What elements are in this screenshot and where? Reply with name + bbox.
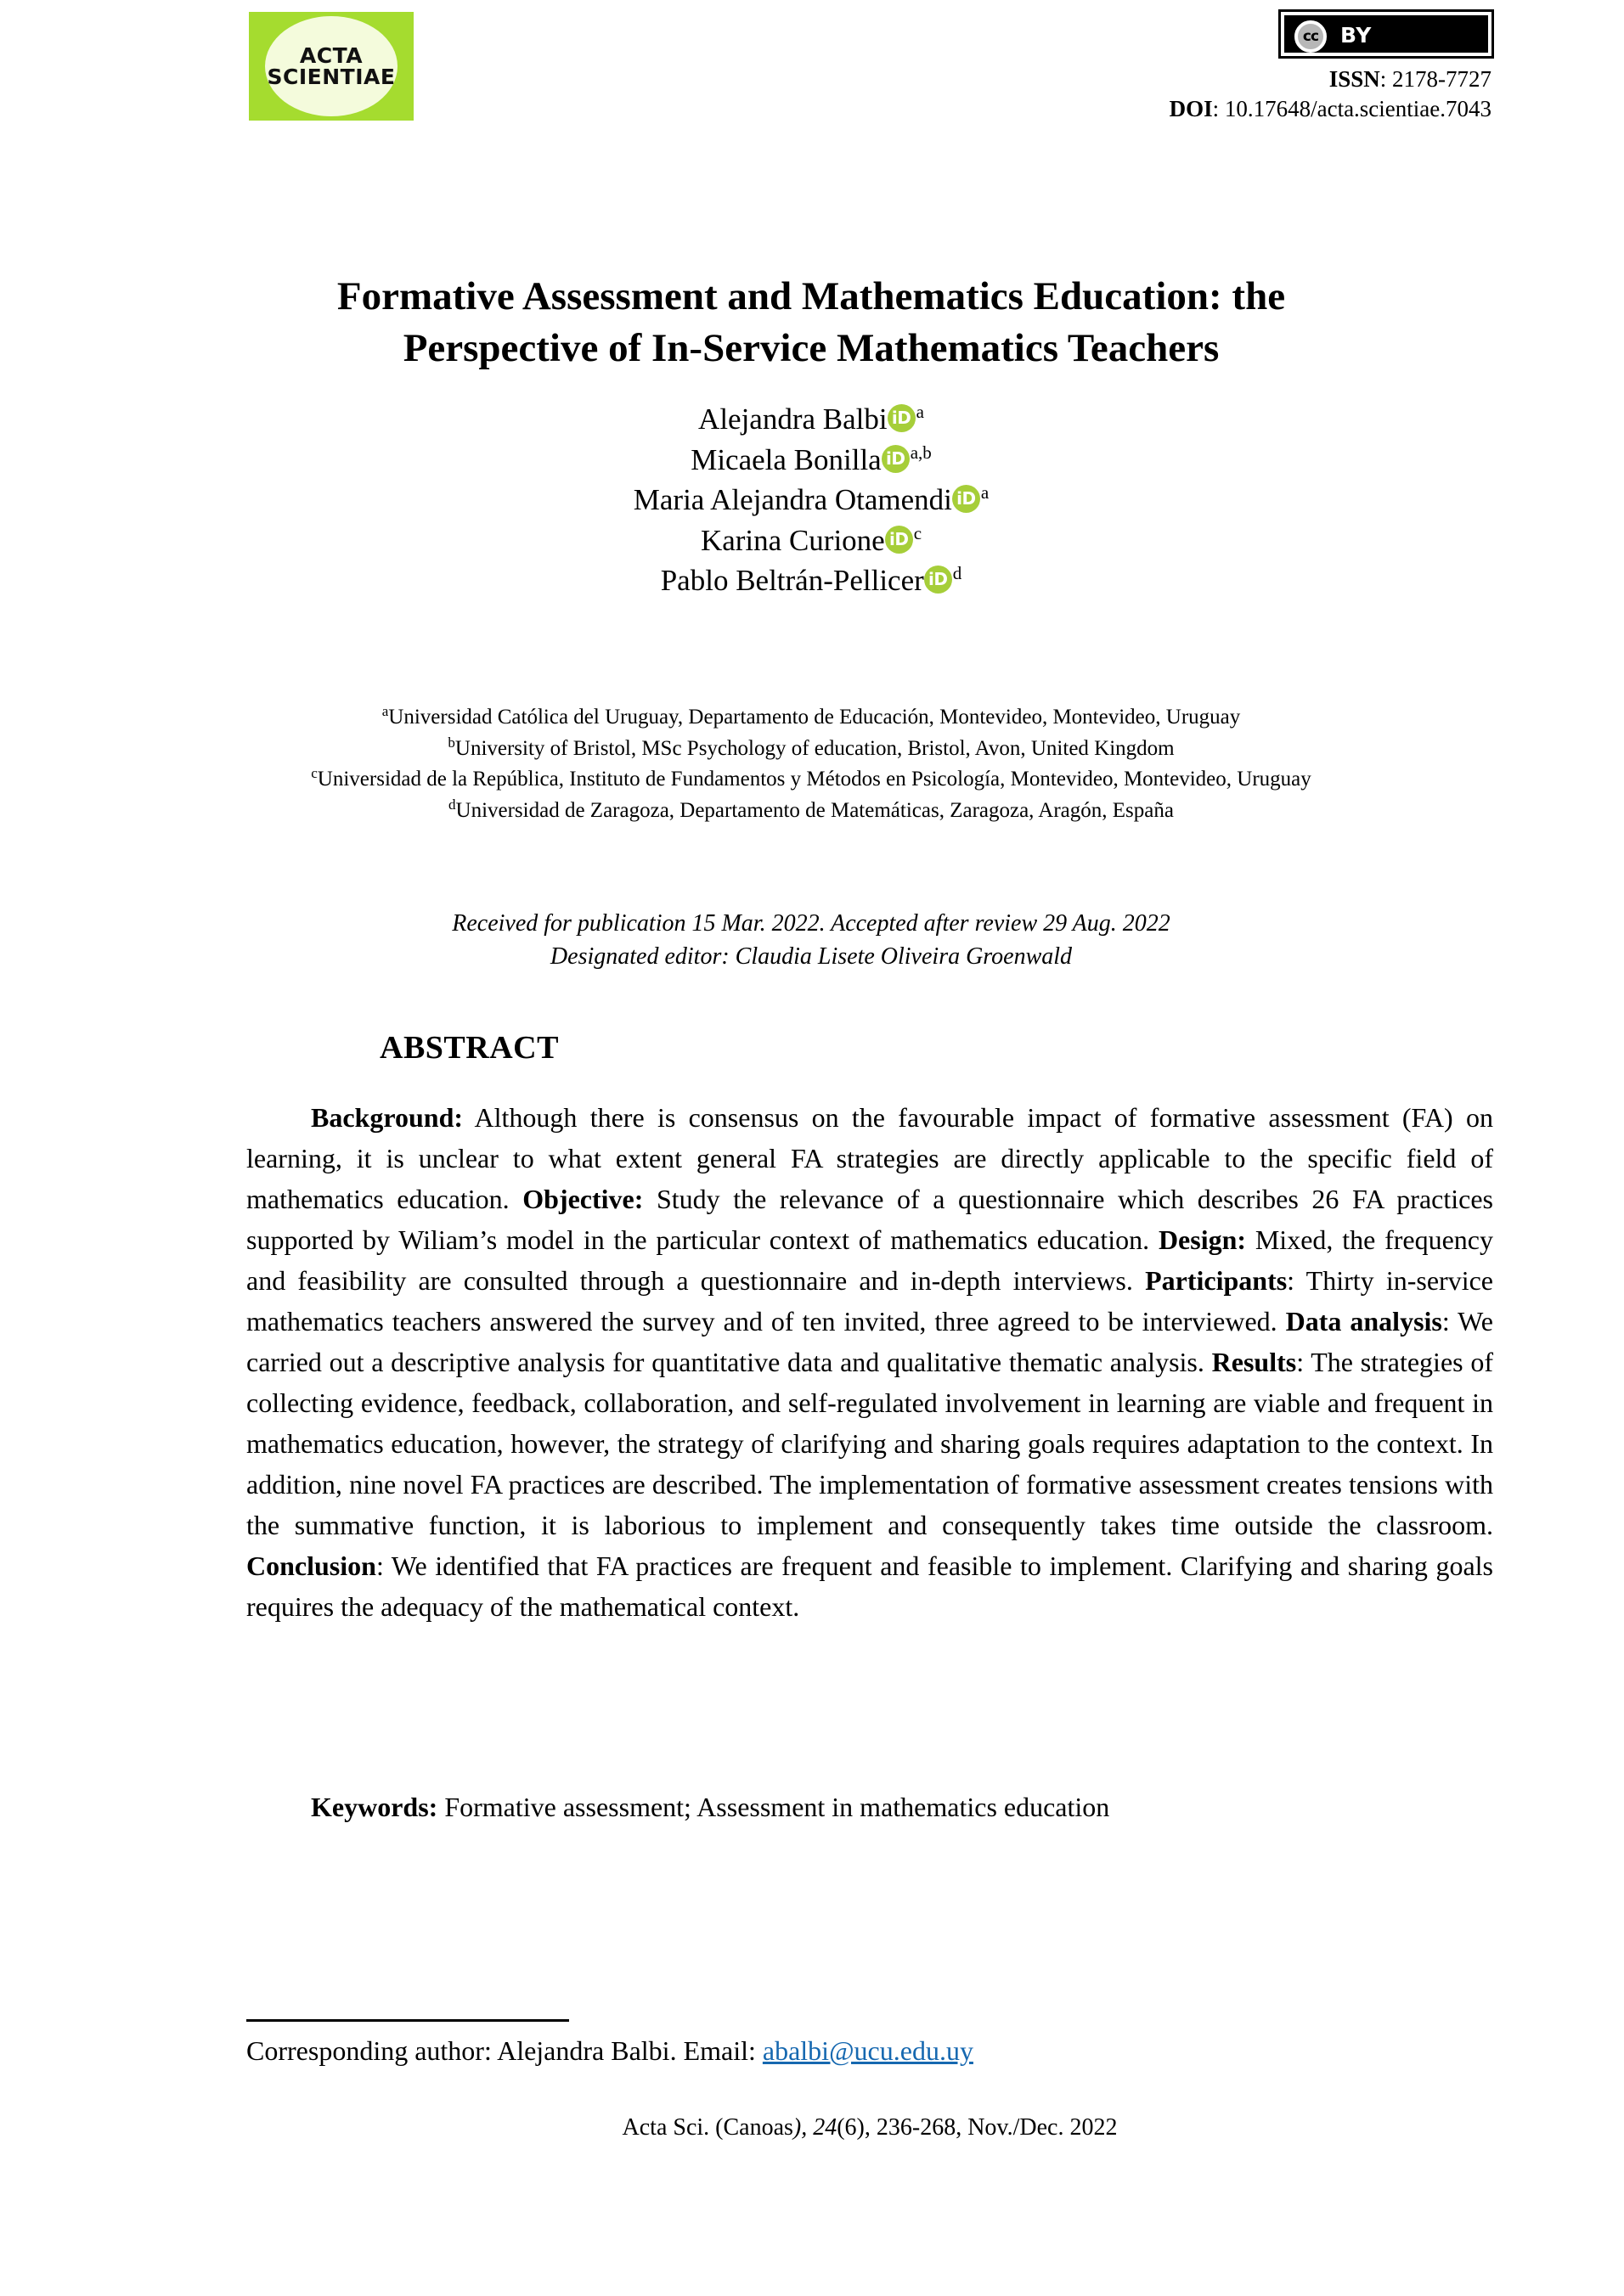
author-name: Maria Alejandra Otamendi xyxy=(633,483,952,517)
creative-commons-mark: cc xyxy=(1294,20,1327,53)
affiliation-mark: a xyxy=(381,703,389,719)
abstract-paragraph xyxy=(246,1097,1493,1627)
affiliation-mark: d xyxy=(448,796,456,813)
author-entry xyxy=(246,560,1376,601)
author-name: Pablo Beltrán-Pellicer xyxy=(660,564,924,598)
cc-by-text: BY xyxy=(1340,23,1372,48)
doi-value: : 10.17648/acta.scientiae.7043 xyxy=(1212,95,1491,121)
publication-dates xyxy=(246,907,1376,973)
footnote-divider xyxy=(246,2019,569,2022)
abstract-label-conclusion: Conclusion xyxy=(246,1550,376,1581)
abstract-text-participants: : Thirty in-service mathematics teachers answered the survey and of ten invited, three agreed to be interviewed. xyxy=(246,1265,1494,1337)
affiliation-mark: c xyxy=(311,765,318,781)
logo-line-1: ACTA xyxy=(299,42,364,68)
abstract-text-background: Although there is consensus on the favourable impact of formative assessment (FA) on learning, it is unclear to what extent general FA strategies are directly applicable to the specific field of mathematics education. xyxy=(246,1102,1493,1214)
citation-prefix: Acta Sci. (Canoas xyxy=(622,2114,793,2141)
affiliation-item xyxy=(246,733,1376,764)
citation-suffix: (6), 236-268, Nov./Dec. 2022 xyxy=(837,2114,1118,2141)
abstract-label-results: Results xyxy=(1211,1347,1297,1377)
corresponding-author-note xyxy=(246,2032,973,2070)
affiliation-text: Universidad de Zaragoza, Departamento de Matemáticas, Zaragoza, Aragón, España xyxy=(455,798,1174,822)
abstract-label-background: Background: xyxy=(311,1102,464,1133)
issn-label: ISSN xyxy=(1328,66,1380,92)
acta-scientiae-logo-icon xyxy=(249,12,414,121)
author-affiliation-marks: a xyxy=(980,482,990,504)
abstract-text-conclusion: : We identified that FA practices are frequent and feasible to implement. Clarifying and sharing goals requires the adequacy of the mathematical context. xyxy=(246,1550,1493,1622)
affiliation-text: University of Bristol, MSc Psychology of education, Bristol, Avon, United Kingdom xyxy=(454,736,1175,760)
corresponding-author-prefix: Corresponding author: Alejandra Balbi. Email: xyxy=(246,2035,763,2066)
abstract-label-objective: Objective: xyxy=(522,1184,644,1214)
license-and-identifiers xyxy=(1170,12,1491,123)
keywords-text: Formative assessment; Assessment in mathematics education xyxy=(437,1792,1110,1822)
citation-volume: ), xyxy=(792,2114,814,2141)
corresponding-author-email-link[interactable]: abalbi@ucu.edu.uy xyxy=(762,2035,973,2066)
received-line: Received for publication 15 Mar. 2022. Accepted after review 29 Aug. 2022 xyxy=(452,910,1170,937)
affiliation-text: Universidad de la República, Instituto de Fundamentos y Métodos en Psicología, Montevideo, Montevideo, Uruguay xyxy=(317,768,1311,791)
orcid-id-icon[interactable]: iD xyxy=(885,526,913,554)
orcid-id-icon[interactable]: iD xyxy=(888,404,916,432)
keywords-line xyxy=(246,1787,1493,1827)
author-name: Karina Curione xyxy=(700,523,885,557)
journal-citation-line xyxy=(246,2114,1493,2141)
logo-line-2: SCIENTIAE xyxy=(267,65,396,89)
affiliation-mark: b xyxy=(448,734,455,751)
doi-line xyxy=(1170,94,1491,124)
author-affiliation-marks: a xyxy=(916,402,924,422)
affiliation-item xyxy=(246,795,1376,826)
masthead xyxy=(0,0,1624,161)
author-list xyxy=(246,399,1376,601)
author-affiliation-marks: d xyxy=(952,563,962,584)
author-name: Micaela Bonilla xyxy=(691,442,882,476)
abstract-text-data-analysis: : We carried out a descriptive analysis for quantitative data and qualitative thematic analysis. xyxy=(246,1306,1494,1377)
affiliation-item xyxy=(246,701,1376,733)
author-affiliation-marks: a,b xyxy=(910,442,932,463)
logo-oval xyxy=(265,16,398,116)
author-entry xyxy=(246,480,1376,521)
abstract-label-design: Design: xyxy=(1158,1224,1247,1255)
author-affiliation-marks: c xyxy=(913,522,922,543)
affiliation-text: Universidad Católica del Uruguay, Departamento de Educación, Montevideo, Montevideo, Uruguay xyxy=(388,706,1241,729)
affiliation-list xyxy=(246,701,1376,825)
affiliation-item xyxy=(246,763,1376,795)
abstract-heading: ABSTRACT xyxy=(380,1030,559,1066)
abstract-label-data-analysis: Data analysis xyxy=(1285,1306,1442,1337)
designated-editor-line: Designated editor: Claudia Lisete Oliveira Groenwald xyxy=(550,943,1073,971)
abstract-text-results: : The strategies of collecting evidence, feedback, collaboration, and self-regulated involvement in learning are viable and frequent in mathematics education, however, the strategy of clarifying and sharing goals requires adaptation to the context. In addition, nine novel FA practices are described. The implementation of formative assessment creates tensions with the summative function, it is laborious to implement and consequently takes time outside the classroom. xyxy=(246,1347,1494,1540)
author-name: Alejandra Balbi xyxy=(698,402,888,436)
issn-line xyxy=(1170,65,1491,94)
abstract-body xyxy=(246,1097,1493,1627)
abstract-text-objective: Study the relevance of a questionnaire which describes 26 FA practices supported by Wiliam’s model in the particular context of mathematics education. xyxy=(246,1184,1494,1255)
author-entry xyxy=(246,440,1376,481)
abstract-label-participants: Participants xyxy=(1145,1265,1288,1296)
orcid-id-icon[interactable]: iD xyxy=(952,485,980,513)
author-entry xyxy=(246,399,1376,440)
doi-label: DOI xyxy=(1169,95,1213,121)
citation-volume-number: 24 xyxy=(813,2114,837,2141)
abstract-text-design: Mixed, the frequency and feasibility are consulted through a questionnaire and in-depth interviews. xyxy=(246,1224,1493,1296)
author-entry xyxy=(246,521,1376,561)
article-title: Formative Assessment and Mathematics Education: the Perspective of In-Service Mathematics Teachers xyxy=(336,274,1286,370)
keywords-label: Keywords: xyxy=(311,1792,438,1822)
cc-by-license-icon[interactable] xyxy=(1281,12,1491,56)
orcid-id-icon[interactable]: iD xyxy=(882,445,910,473)
issn-value: : 2178-7727 xyxy=(1379,66,1491,92)
orcid-id-icon[interactable]: iD xyxy=(924,566,952,594)
